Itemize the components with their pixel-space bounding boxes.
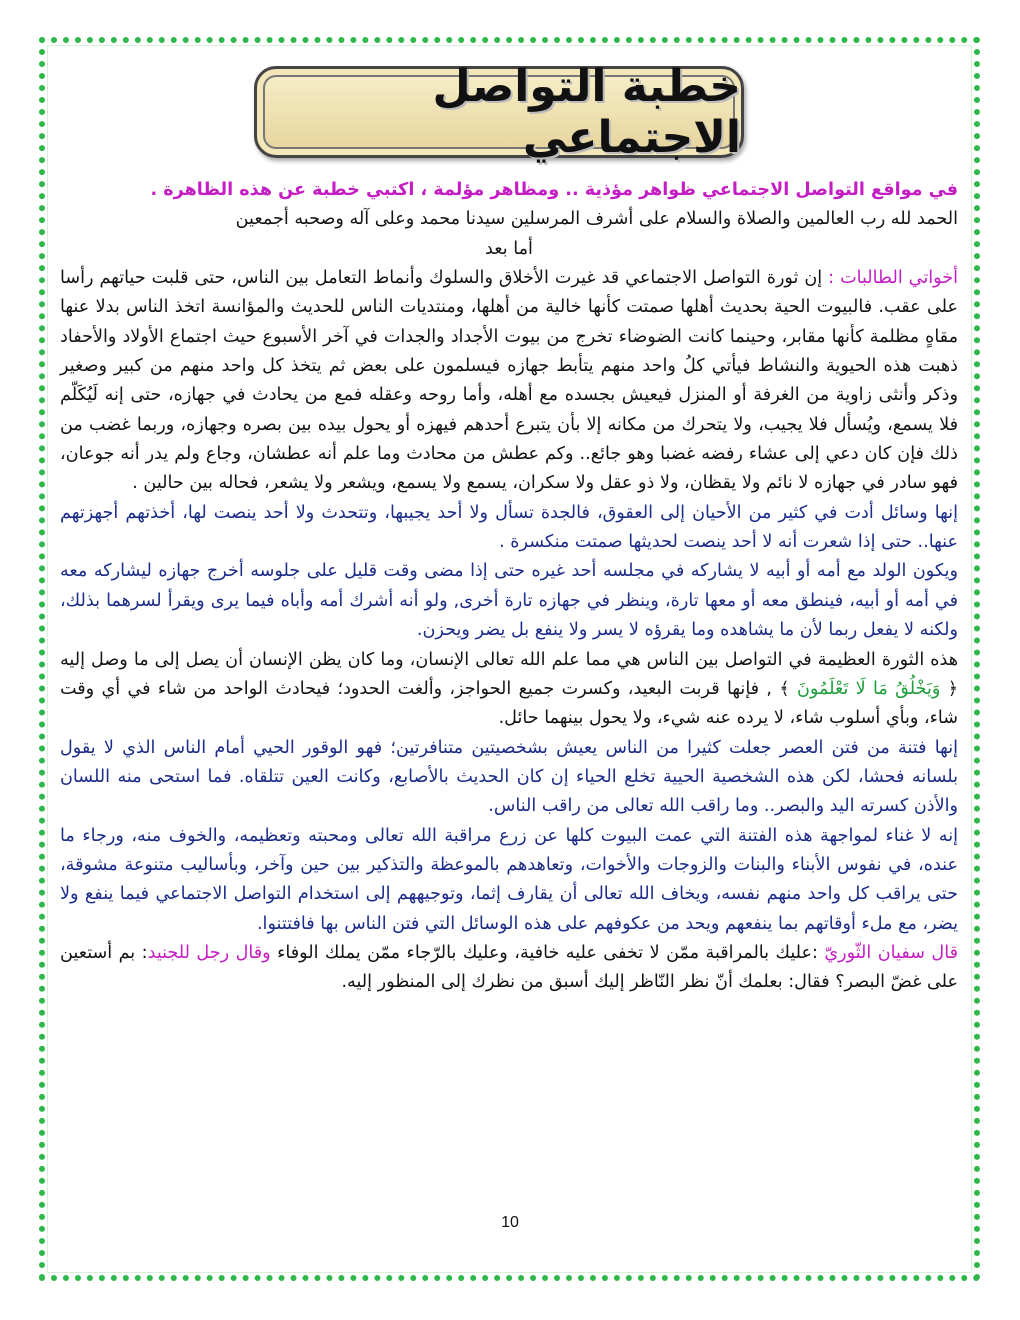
quote-junayd: : بم أستعين على غضّ البصر؟ فقال: بعلمك أنّ نظر النّاظر إليك أسبق من نظرك إلى المنظور إليه. — [60, 942, 958, 993]
address-students: أخواتي الطالبات : — [828, 268, 958, 289]
quran-verse: وَيَخْلُقُ مَا لَا تَعْلَمُونَ — [789, 678, 948, 699]
paragraph-3: ويكون الولد مع أمه أو أبيه لا يشاركه في مجلسه أحد غيره حتى إذا مضى وقت قليل على جلوسه أخرج جهازه ليشاركه معه في أمه أو أبيه، فينطق معه أو معها تارة، وينظر في جهازه تارة أخرى, ولو أنه أشرك أمه وأباه فيما يرى ويقرأ لسرهما بذلك، ولكنه لا يفعل ربما لأن ما يشاهده وما يقرؤه لا يسر ولا ينفع بل يضر ويحزن. — [60, 561, 958, 641]
paragraph-1-text: إن ثورة التواصل الاجتماعي قد غيرت الأخلاق والسلوك وأنماط التعامل بين الناس، حتى قلبت حياتهم رأسا على عقب. فالبيوت الحية بحديث أهلها صمتت كأنها خالية من أهلها، ومنتديات الناس للحديث والمؤانسة اتخذ الناس بدلا عنها مقاهٍ مظلمة كأنها مقابر، وحينما كانت الضوضاء تخرج من بيوت الأجداد والجدات في آخر الأسبوع حيث اجتماع الأولاد والأحفاد ذهبت هذه الحيوية والنشاط فيأتي كلُ واحد منهم يتأبط جهازه فيسلمون على بعض ثم يتخذ كل واحد منهم من كبير وصغير وذكر وأنثى زاوية من الغرفة أو المنزل فيعيش بجسده مع أهله، وأما روحه وعقله فمع من يحادث في جهازه، حتى إنه لَيُكَلّم فلا يسمع، ويُسأل فلا يجيب، ولا يتحرك من مكانه إلا بأن يتبرع أحدهم فيهزه أو يحول بيده بين بصره وجهازه، وربما غضب من ذلك فإن كان دعي إلى عشاء رفضه غضبا وهو جائع.. وكم عطش من محادث وما علم أنه عطشان، وجاع ولم يدر أنه جوعان، فهو سادر في جهازه لا نائم ولا يقظان، ولا ذو عقل ولا سكران، يسمع ولا يسمع، ويشعر ولا يشعر، فحاله بين حالين . — [60, 268, 958, 494]
speaker-junayd: وقال رجل للجنيد — [147, 942, 271, 963]
paragraph-7 — [60, 939, 958, 998]
paragraph-4-after: ﴾ , فإنها قربت البعيد، وكسرت جميع الحواجز، وألغت الحدود؛ فيحادث الواحد من شاء في أي وقت شاء، وبأي أسلوب شاء، لا يرده عنه شيء، ولا يحول بينهما حائل. — [60, 678, 958, 729]
paragraph-6: إنه لا غناء لمواجهة هذه الفتنة التي عمت البيوت كلها عن زرع مراقبة الله تعالى ومحبته وتعظيمه، والخوف منه، ورجاء ما عنده، في نفوس الأبناء والبنات والزوجات والأخوات، وتعاهدهم بالموعظة والتذكير بين حين وآخر، وبأساليب متنوعة مشوقة، حتى يراقب كل واحد منهم نفسه، ويخاف الله تعالى أن يقارف إثما، وتوجيههم إلى استخدام التواصل الاجتماعي فيما ينفع ولا يضر، مع ملء أوقاتهم بما ينفعهم ويحد من عكوفهم على هذه الوسائل التي فتن الناس بها فافتتنوا. — [60, 825, 958, 934]
paragraph-4 — [60, 646, 958, 734]
opening-amma-baad: أما بعد — [485, 238, 533, 259]
opening-praise: الحمد لله رب العالمين والصلاة والسلام على أشرف المرسلين سيدنا محمد وعلى آله وصحبه أجمعين — [235, 209, 958, 230]
page-title: خطبة التواصل الاجتماعي — [432, 61, 741, 163]
title-banner — [254, 61, 744, 163]
speaker-sufyan: قال سفيان الثّوريّ — [824, 942, 958, 963]
page-number: 10 — [501, 1214, 519, 1231]
quote-sufyan: :عليك بالمراقبة ممّن لا تخفى عليه خافية، وعليك بالرّجاء ممّن يملك الوفاء — [270, 942, 825, 963]
sermon-body — [60, 176, 958, 998]
paragraph-2: إنها وسائل أدت في كثير من الأحيان إلى العقوق، فالجدة تسأل ولا أحد يجيبها، وتتحدث ولا أحد ينصت لها، أخذتهم أجهزتهم عنها.. حتى إذا شعرت أنه لا أحد ينصت لحديثها صمتت منكسرة . — [60, 502, 958, 553]
paragraph-1 — [60, 264, 958, 499]
paragraph-5: إنها فتنة من فتن العصر جعلت كثيرا من الناس يعيش بشخصيتين متنافرتين؛ فهو الوقور الحيي أمام الناس الذي لا يقول بلسانه فحشا، لكن هذه الشخصية الحيية تخلع الحياء إن كان الحديث بالأصابع، وكانت العين تتلقاه. فما استحى منه اللسان والأذن كسرته اليد والبصر.. وما راقب الله تعالى من راقب الناس. — [60, 737, 958, 817]
assignment-prompt: في مواقع التواصل الاجتماعي ظواهر مؤذية .. ومظاهر مؤلمة ، اكتبي خطبة عن هذه الظاهرة . — [150, 180, 958, 200]
paragraph-4-before: هذه الثورة العظيمة في التواصل بين الناس هي مما علم الله تعالى الإنسان، وما كان يظن الإنسان أن يصل إلى ما وصل إليه ﴿ — [60, 649, 958, 699]
